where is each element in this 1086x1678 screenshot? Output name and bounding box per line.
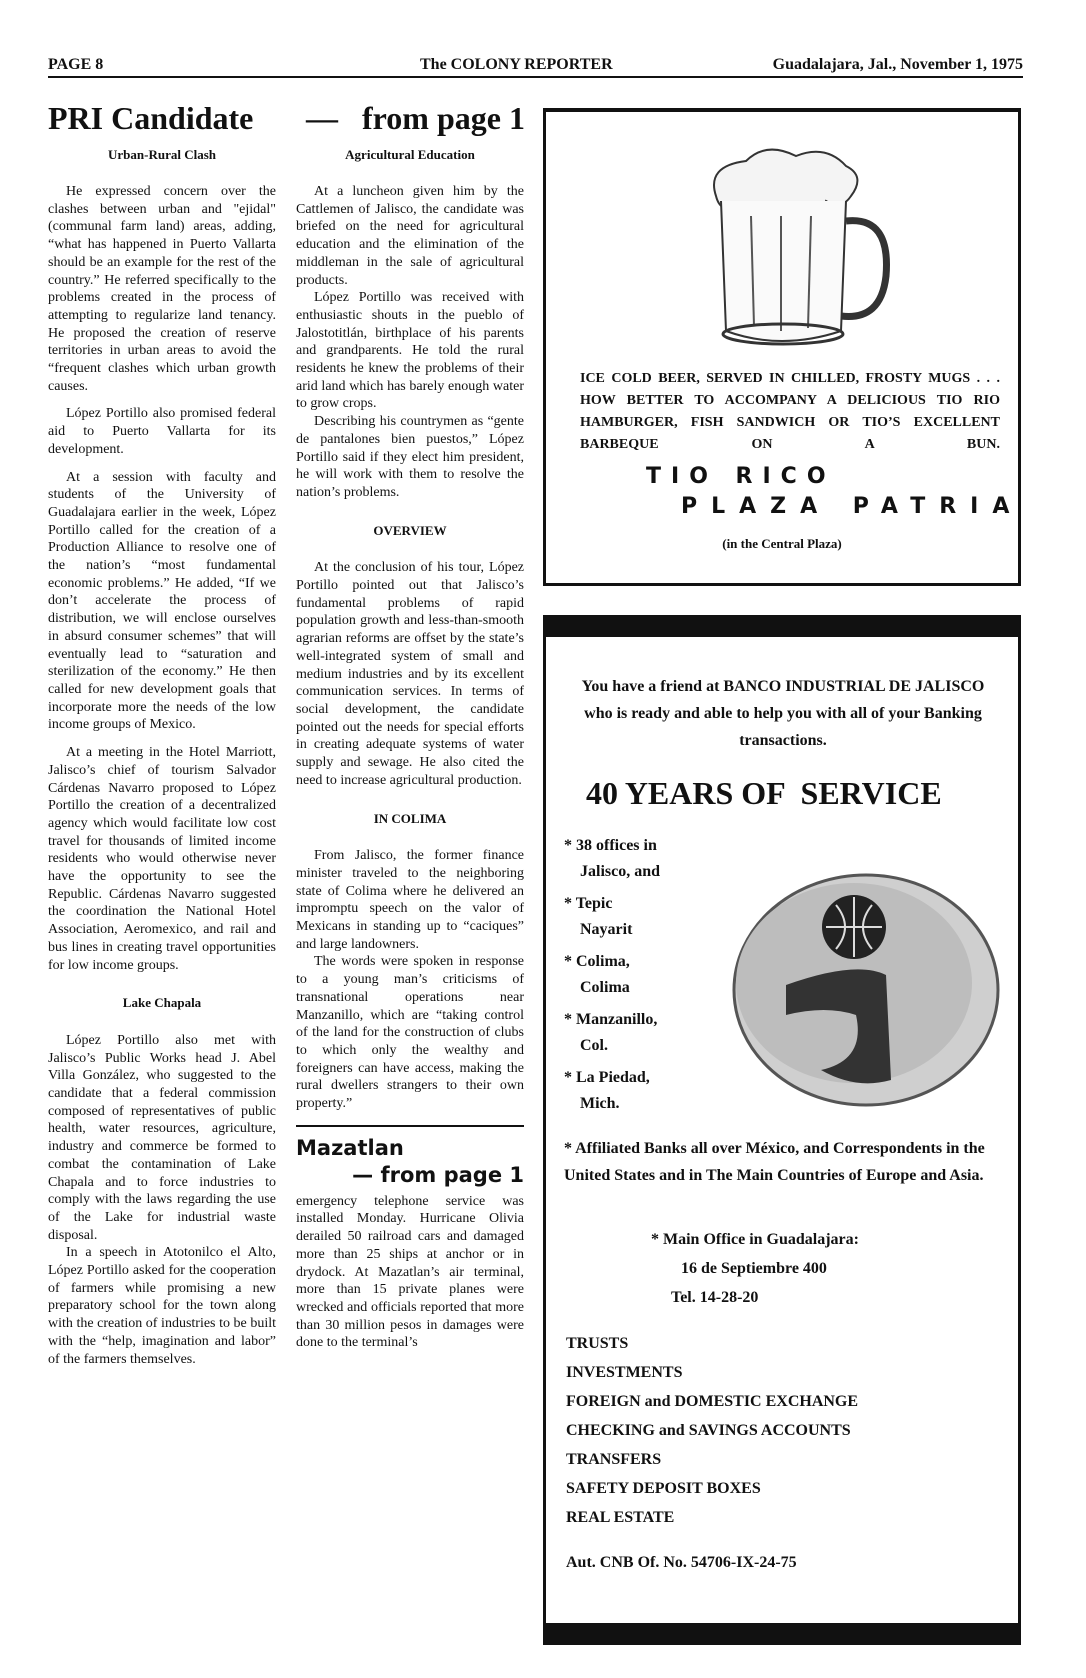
article-column-2 bbox=[296, 183, 524, 1352]
restaurant-name: TIO RICO bbox=[646, 464, 836, 489]
office-item: * Colima, bbox=[564, 953, 630, 970]
main-office bbox=[651, 1225, 859, 1312]
paragraph: At a luncheon given him by the Cattlemen of Jalisco, the candidate was briefed on the need for agricultural education and the elimination of the middleman in the sale of agricultural products. bbox=[296, 184, 524, 288]
service-item: CHECKING and SAVINGS ACCOUNTS bbox=[566, 1422, 851, 1439]
banco-industrial-ad bbox=[543, 615, 1021, 1645]
authorization-number: Aut. CNB Of. No. 54706-IX-24-75 bbox=[566, 1554, 797, 1571]
office-item: Colima bbox=[580, 979, 630, 996]
main-office-address: 16 de Septiembre 400 bbox=[681, 1260, 827, 1277]
dateline: Guadalajara, Jal., November 1, 1975 bbox=[772, 56, 1023, 73]
paragraph: At the conclusion of his tour, López Portillo pointed out that Jalisco’s fundamental problems of rapid population growth and less-than-smooth agrarian reforms are offset by the state’s well-integrated system of small and medium industries and by its excellent communication services. In terms of social development, the candidate pointed out the needs for special efforts in creating adequate systems of water supply and sewage. He also cited the need to increase agricultural production. bbox=[296, 560, 524, 788]
service-item: INVESTMENTS bbox=[566, 1364, 683, 1381]
paragraph: He expressed concern over the clashes between urban and "ejidal" (communal farm land) areas, adding, “what has happened in Puerto Vallarta should be an example for the rest of the country.” He referred specifically to the problems created in the process of attempting to regularize land tenancy. He proposed the creation of reserve territories in urban areas to avoid the “frequent clashes which urban growth causes. bbox=[48, 184, 276, 394]
beer-mug-icon bbox=[676, 136, 906, 366]
services-list bbox=[566, 1329, 858, 1532]
section-heading: Lake Chapala bbox=[122, 995, 202, 1011]
paragraph: In a speech in Atotonilco el Alto, López Portillo asked for the cooperation of farmers while promising a new preparatory school for the town along with the creation of industries to be built with the “help, imagination and labor” of the farmers themselves. bbox=[48, 1245, 276, 1367]
office-item: * 38 offices in bbox=[564, 837, 657, 854]
section-heading: IN COLIMA bbox=[373, 810, 447, 826]
office-item: Col. bbox=[580, 1037, 608, 1054]
office-item: Mich. bbox=[580, 1095, 620, 1112]
page-number: PAGE 8 bbox=[48, 56, 104, 73]
bank-headline: 40 YEARS OF SERVICE bbox=[586, 775, 942, 811]
headline-dash: — bbox=[306, 100, 338, 136]
decorative-bar bbox=[543, 615, 1021, 637]
tio-rico-ad bbox=[543, 108, 1024, 586]
service-item: FOREIGN and DOMESTIC EXCHANGE bbox=[566, 1393, 859, 1410]
office-item: * Manzanillo, bbox=[564, 1011, 658, 1028]
paragraph: At a meeting in the Hotel Marriott, Jalisco’s chief of tourism Salvador Cárdenas Navarro proposed to López Portillo the creation of a decentralized agency which would facilitate low cost travel for thousands of limited income residents who would otherwise never have the opportunity to see the Republic. Cárdenas Navarro suggested the coordination the National Hotel Association, Aeromexico, and rail and bus lines in creating travel opportunities for low income groups. bbox=[48, 745, 276, 973]
service-item: SAFETY DEPOSIT BOXES bbox=[566, 1480, 761, 1497]
bank-logo-icon bbox=[726, 865, 1006, 1115]
paragraph: At a session with faculty and students of the University of Guadalajara earlier in the week, López Portillo called for the creation of a Production Alliance to resolve one of the nation’s “most fundamental economic problems.” He added, “If we don’t accelerate the process of distribution, we will enclose ourselves in absurd consumer schemes” that will eventually lead to “saturation and sterilization of the economy.” He then called for new development goals that incorporate more the needs of the low income groups of Mexico. bbox=[48, 469, 276, 733]
paragraph: López Portillo also met with Jalisco’s Public Works head J. Abel Villa González, who suggested to the candidate that a federal commission composed of representatives of public health, water resources, agriculture, industry and commerce be formed to combat the contamination of Lake Chapala and to force industries to comply with the laws regarding the use of the Lake for industrial waste disposal. bbox=[48, 1032, 276, 1243]
headline-continued: from page 1 bbox=[362, 100, 525, 136]
paragraph: From Jalisco, the former finance minister traveled to the neighboring state of Colima where he delivered an impromptu speech on the valor of Mexicans in standing up to “caciques” and large landowners. bbox=[296, 848, 524, 952]
office-item: * Tepic bbox=[564, 895, 613, 912]
service-item: TRANSFERS bbox=[566, 1451, 662, 1468]
office-item: Nayarit bbox=[580, 921, 633, 938]
paragraph: Describing his countrymen as “gente de pantalones bien puestos,” López Portillo said if they elect him president, he will work with them to resolve the nation’s problems. bbox=[296, 414, 524, 500]
section-heading: OVERVIEW bbox=[373, 522, 447, 538]
divider bbox=[296, 1125, 524, 1127]
mazatlan-subhead: — from page 1 bbox=[352, 1162, 524, 1187]
service-item: REAL ESTATE bbox=[566, 1509, 675, 1526]
office-list bbox=[564, 833, 660, 1117]
office-item: * La Piedad, bbox=[564, 1069, 650, 1086]
paragraph: emergency telephone service was installed Monday. Hurricane Olivia derailed 50 railroad cars and damaged more than 25 ships at anchor or in drydock. At Mazatlan’s air terminal, more than 15 private planes were wrecked and officials reported that more than 30 million pesos in damages were done to the terminal’s bbox=[296, 1193, 524, 1351]
subhead-urban-rural: Urban-Rural Clash bbox=[108, 147, 216, 162]
paragraph: López Portillo was received with enthusiastic shouts in the pueblo of Jalostotitlán, birthplace of his parents and grandparents. He told the rural residents he knew the problems of their arid land which has barely enough water to grow crops. bbox=[296, 290, 524, 412]
mazatlan-headline: Mazatlan bbox=[296, 1135, 404, 1160]
affiliated-banks: * Affiliated Banks all over México, and Correspondents in the United States and in The Main Countries of Europe and Asia. bbox=[564, 1140, 985, 1184]
paper-name: The COLONY REPORTER bbox=[420, 56, 613, 73]
article-column-1 bbox=[48, 183, 276, 1368]
paragraph: López Portillo also promised federal aid to Puerto Vallarta for its development. bbox=[48, 406, 276, 457]
main-office-phone: Tel. 14-28-20 bbox=[671, 1289, 759, 1306]
ad-location: (in the Central Plaza) bbox=[722, 536, 842, 551]
restaurant-location-name: PLAZA PATRIA bbox=[681, 494, 1024, 519]
bank-intro: You have a friend at BANCO INDUSTRIAL DE JALISCO who is ready and able to help you with all of your Banking transactions. bbox=[581, 678, 985, 749]
ad-copy: ICE COLD BEER, SERVED IN CHILLED, FROSTY MUGS . . . HOW BETTER TO ACCOMPANY A DELICIOUS TIO RIO HAMBURGER, FISH SANDWICH OR TIO’S EXCELLENT BARBEQUE ON A BUN. bbox=[580, 371, 1000, 452]
paragraph: The words were spoken in response to a young man’s criticisms of transnational operations near Manzanillo, which are “taking control of the land for the construction of clubs to which only the wealthy and foreigners can have access, making the rural dwellers strangers to their own property.” bbox=[296, 954, 524, 1112]
masthead bbox=[48, 56, 1023, 78]
subhead-agricultural: Agricultural Education bbox=[345, 147, 475, 162]
main-office-label: * Main Office in Guadalajara: bbox=[651, 1231, 859, 1248]
service-item: TRUSTS bbox=[566, 1335, 629, 1352]
office-item: Jalisco, and bbox=[580, 863, 661, 880]
decorative-bar bbox=[543, 1623, 1021, 1645]
headline: PRI Candidate bbox=[48, 100, 254, 136]
